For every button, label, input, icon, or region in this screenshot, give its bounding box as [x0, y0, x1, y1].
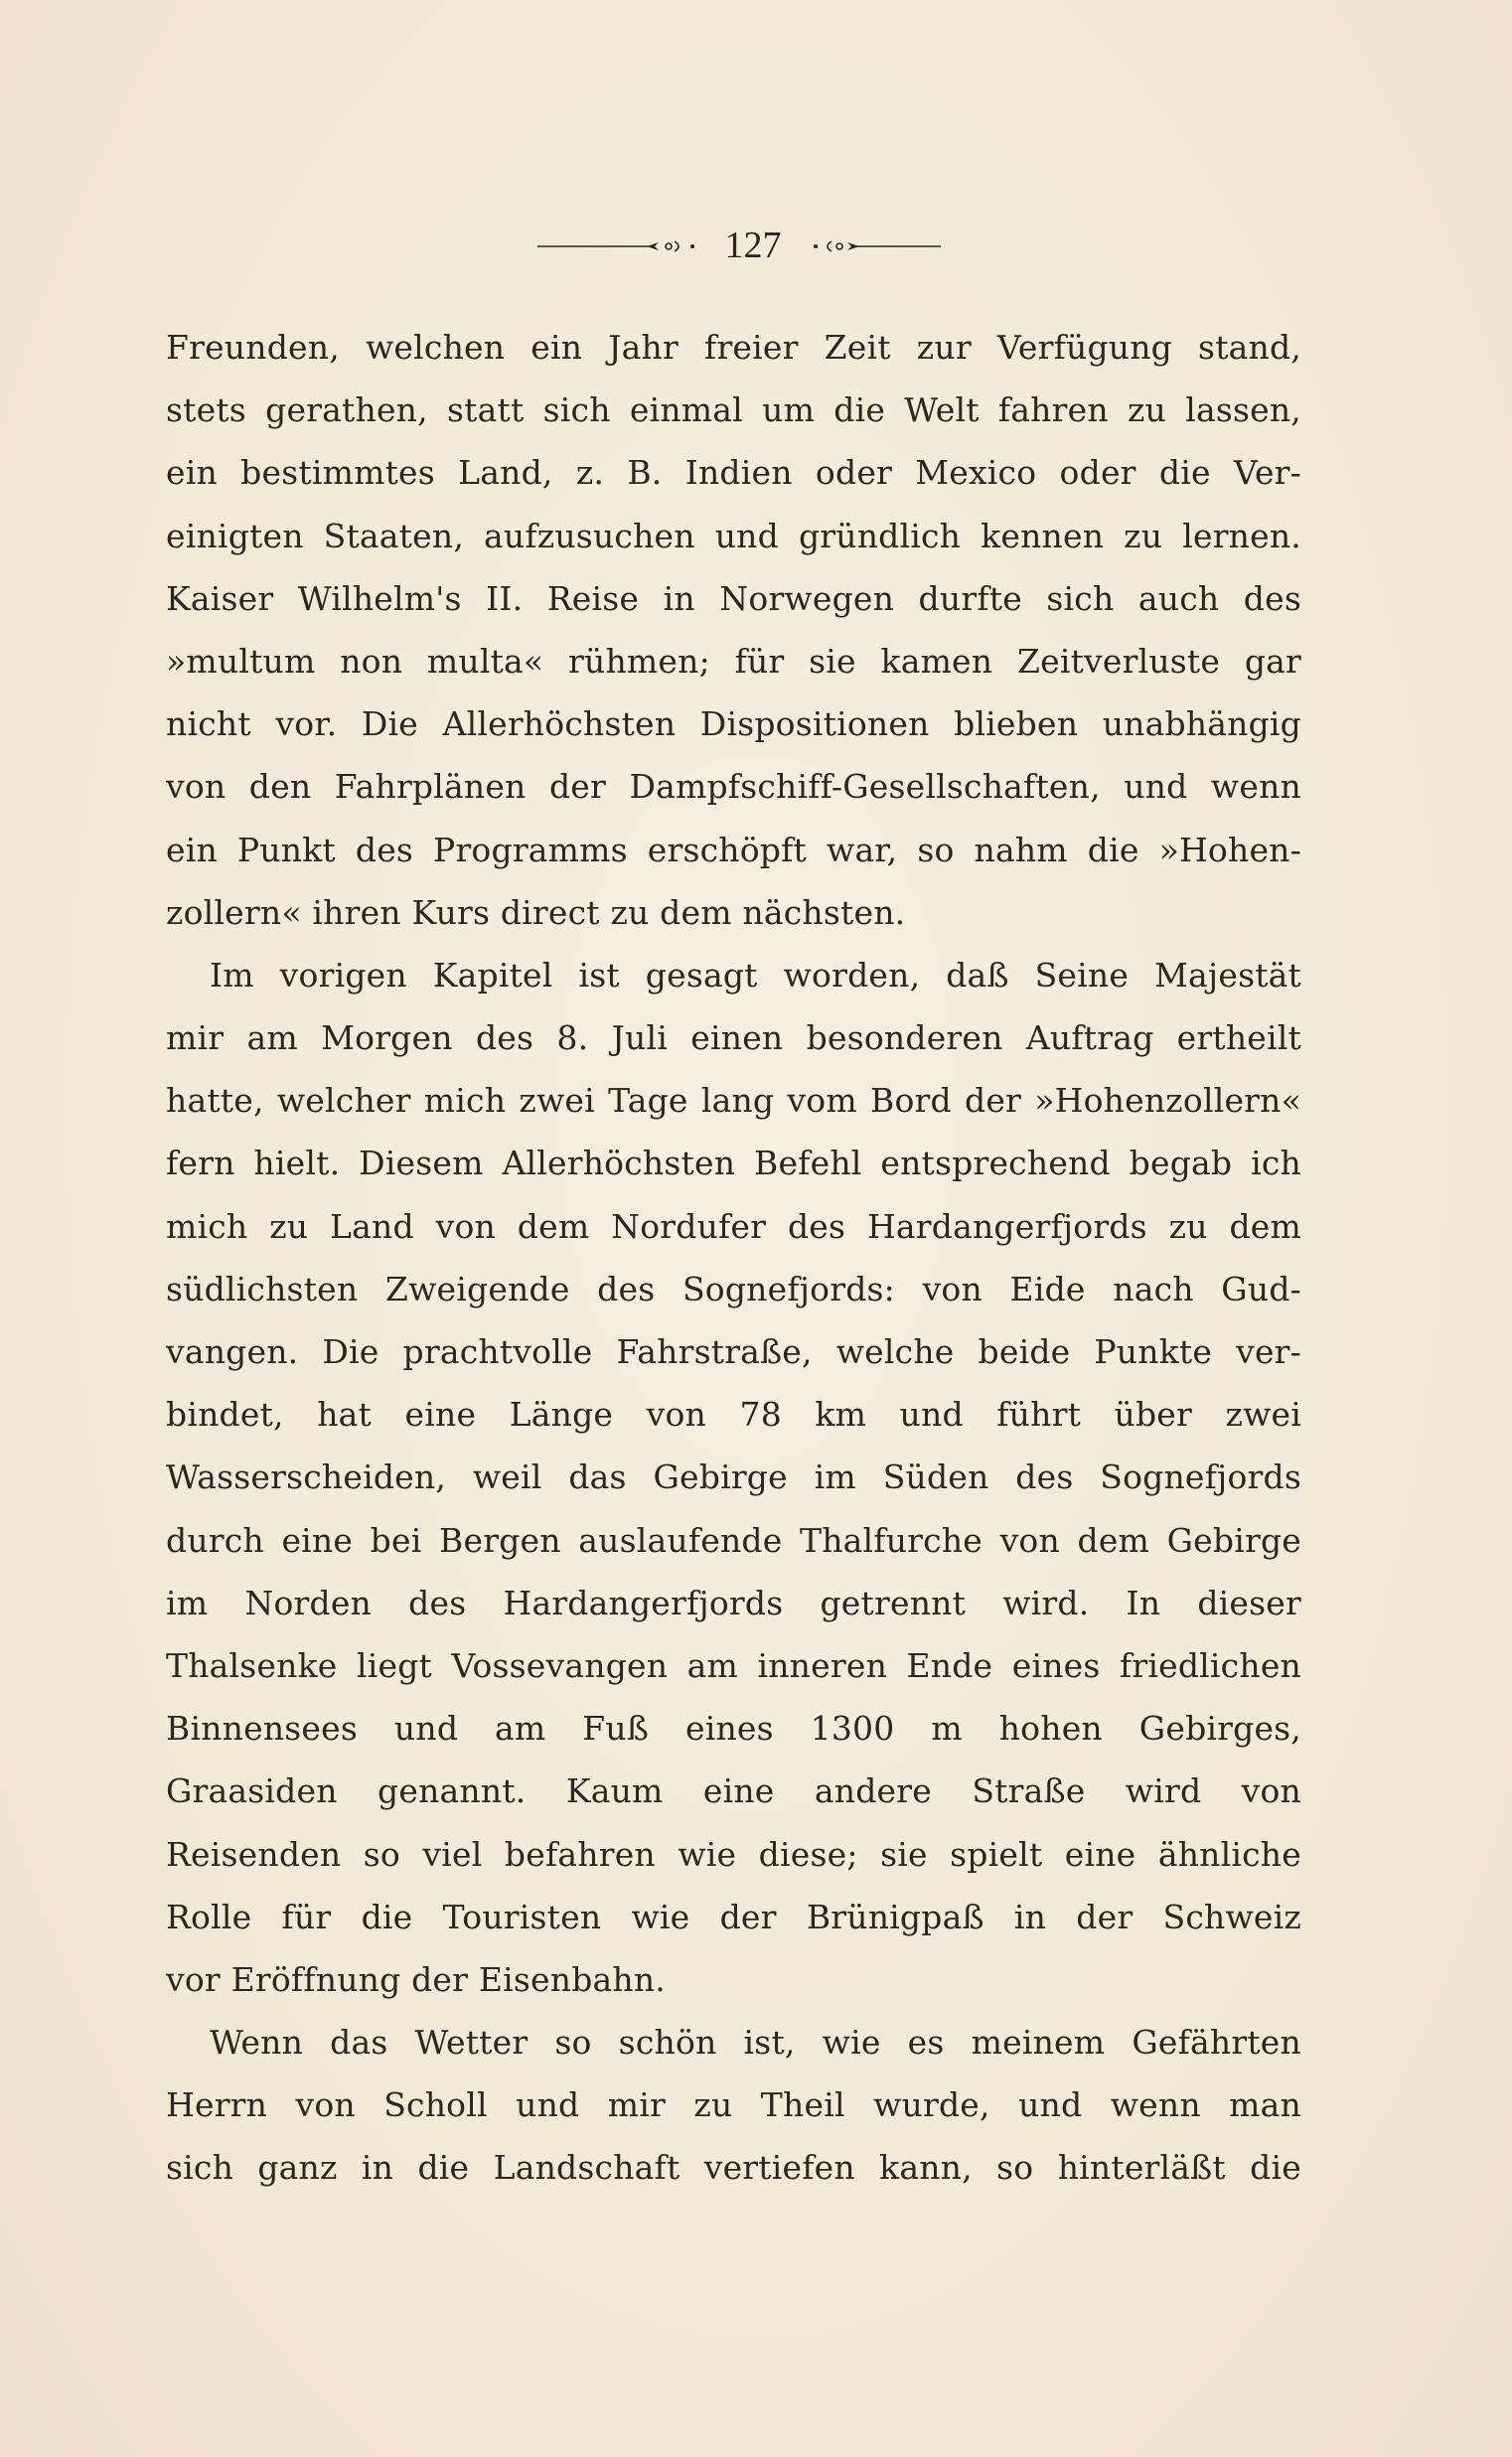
header-ornament-right	[812, 240, 941, 252]
text-line: südlichsten Zweigende des Sognefjords: von Eide nach Gud-	[166, 1269, 1301, 1308]
text-line: stets gerathen, statt sich einmal um die Welt fahren zu lassen,	[166, 390, 1301, 430]
text-line: ein Punkt des Programms erschöpft war, so nahm die »Hohen-	[166, 830, 1301, 869]
text-line: im Norden des Hardangerfjords getrennt wird. In dieser	[166, 1583, 1301, 1622]
text-line: Wenn das Wetter so schön ist, wie es meinem Gefährten	[210, 2023, 1301, 2063]
paragraph	[166, 2011, 1301, 2200]
text-line: zollern« ihren Kurs direct zu dem nächsten.	[166, 892, 906, 932]
text-line: hatte, welcher mich zwei Tage lang vom Bord der »Hohenzollern«	[166, 1081, 1301, 1121]
text-line: Graasiden genannt. Kaum eine andere Straße wird von	[166, 1771, 1301, 1811]
paragraph	[166, 944, 1301, 2011]
text-line: Kaiser Wilhelm's II. Reise in Norwegen durfte sich auch des	[166, 578, 1301, 618]
text-line: ein bestimmtes Land, z. B. Indien oder Mexico oder die Ver-	[166, 453, 1301, 493]
text-line: einigten Staaten, aufzusuchen und gründlich kennen zu lernen.	[166, 516, 1301, 555]
page-number: 127	[724, 225, 782, 266]
text-line: fern hielt. Diesem Allerhöchsten Befehl entsprechend begab ich	[166, 1144, 1301, 1183]
text-line: vangen. Die prachtvolle Fahrstraße, welche beide Punkte ver-	[166, 1332, 1301, 1371]
header-ornament-left	[537, 240, 701, 252]
text-line: Reisenden so viel befahren wie diese; sie spielt eine ähnliche	[166, 1834, 1301, 1874]
text-line: Binnensees und am Fuß eines 1300 m hohen Gebirges,	[166, 1709, 1301, 1749]
text-line: bindet, hat eine Länge von 78 km und führt über zwei	[166, 1395, 1301, 1435]
text-line: mich zu Land von dem Nordufer des Hardangerfjords zu dem	[166, 1206, 1301, 1246]
body-text	[166, 316, 1301, 2200]
page-header	[0, 221, 1512, 270]
text-line: sich ganz in die Landschaft vertiefen kann, so hinterläßt die	[166, 2148, 1301, 2188]
text-line: Thalsenke liegt Vossevangen am inneren Ende eines friedlichen	[166, 1645, 1301, 1685]
text-line: von den Fahrplänen der Dampfschiff-Gesellschaften, und wenn	[166, 767, 1301, 807]
text-line: Im vorigen Kapitel ist gesagt worden, daß Seine Majestät	[210, 955, 1301, 995]
text-line: nicht vor. Die Allerhöchsten Dispositionen blieben unabhängig	[166, 704, 1301, 744]
text-line: Wasserscheiden, weil das Gebirge im Süden des Sognefjords	[166, 1458, 1301, 1497]
text-line: Herrn von Scholl und mir zu Theil wurde, und wenn man	[166, 2085, 1301, 2125]
text-line: Rolle für die Touristen wie der Brünigpaß in der Schweiz	[166, 1897, 1301, 1936]
text-line: Freunden, welchen ein Jahr freier Zeit zur Verfügung stand,	[166, 328, 1301, 367]
text-line: mir am Morgen des 8. Juli einen besonderen Auftrag ertheilt	[166, 1018, 1301, 1058]
text-line: durch eine bei Bergen auslaufende Thalfurche von dem Gebirge	[166, 1520, 1301, 1560]
text-line: vor Eröffnung der Eisenbahn.	[166, 1959, 666, 1999]
text-line: »multum non multa« rühmen; für sie kamen Zeitverluste gar	[166, 641, 1301, 681]
paragraph	[166, 316, 1301, 944]
